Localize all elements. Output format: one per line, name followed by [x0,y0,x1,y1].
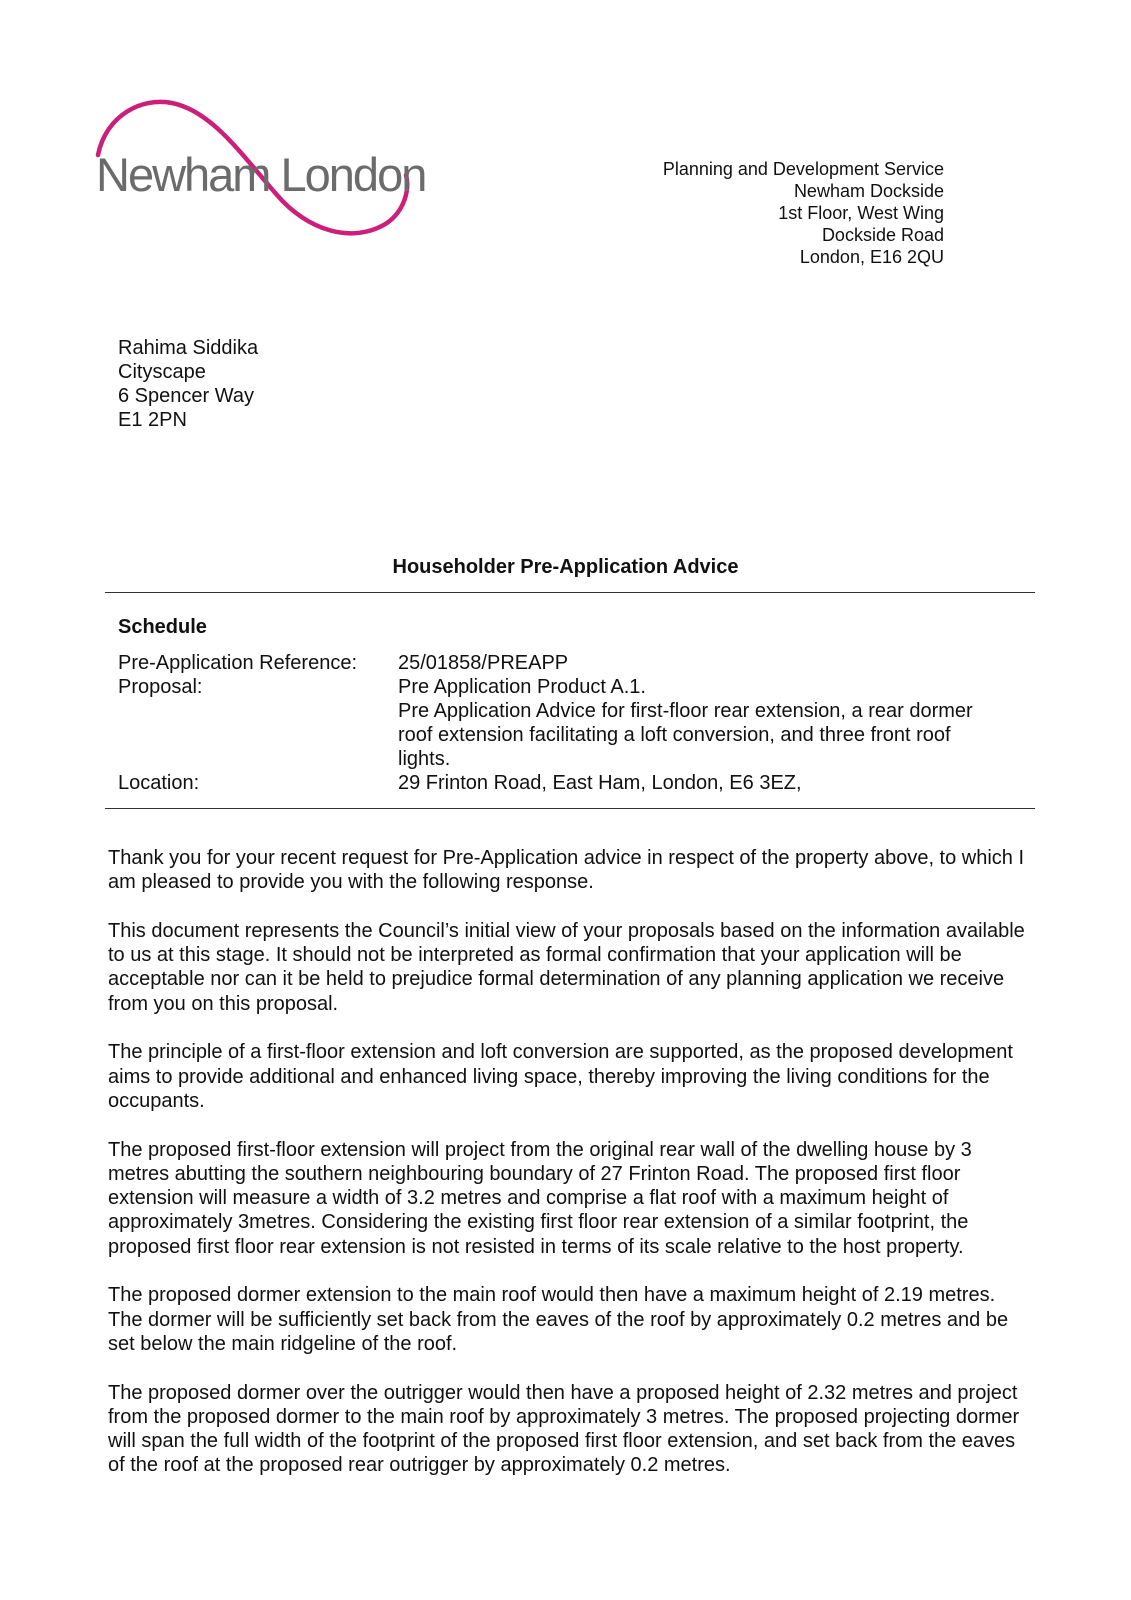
reference-label: Pre-Application Reference: [118,652,358,674]
body-paragraph: The proposed first-floor extension will project from the original rear wall of the dwelling house by 3 metres abutting the southern neighbouring boundary of 27 Frinton Road. The proposed first floor extension will measure a width of 3.2 metres and comprise a flat roof with a maximum height of approximately 3metres. Considering the existing first floor rear extension of a similar footprint, the proposed first floor rear extension is not resisted in terms of its scale relative to the host property. [108,1138,972,1258]
sender-line: London, E16 2QU [799,247,944,267]
logo-text: Newham London [96,148,426,201]
newham-london-logo [92,95,426,245]
reference-value: 25/01858/PREAPP [398,652,569,674]
document-title: Householder Pre-Application Advice [392,556,739,578]
schedule-heading: Schedule [118,616,207,638]
sender-line: 1st Floor, West Wing [778,203,944,223]
sender-line: Dockside Road [821,225,944,245]
recipient-line: 6 Spencer Way [118,385,254,407]
divider-top [105,592,1035,593]
sender-line: Newham Dockside [793,181,944,201]
body-paragraph: This document represents the Council’s initial view of your proposals based on the information available to us at this stage. It should not be interpreted as formal confirmation that your application will be acceptable nor can it be held to prejudice formal determination of any planning application we receive from you on this proposal. [108,919,1025,1015]
proposal-label: Proposal: [118,676,203,698]
sender-address [663,158,944,268]
location-label: Location: [118,772,200,794]
proposal-product: Pre Application Product A.1. [398,676,646,698]
recipient-line: Rahima Siddika [118,337,259,359]
body-paragraph: Thank you for your recent request for Pre-Application advice in respect of the property above, to which I am pleased to provide you with the following response. [108,847,1025,894]
recipient-line: Cityscape [118,361,206,383]
divider-bottom [105,808,1035,809]
recipient-address [118,336,258,432]
proposal-value [398,675,1008,771]
body-paragraph: The principle of a first-floor extension and loft conversion are supported, as the proposed development aims to provide additional and enhanced living space, thereby improving the living conditions for the occupants. [108,1041,1013,1112]
letter-body [108,846,1028,1502]
location-value: 29 Frinton Road, East Ham, London, E6 3EZ, [398,772,802,794]
proposal-description: Pre Application Advice for first-floor rear extension, a rear dormer roof extension facilitating a loft conversion, and three front roof lights. [398,700,973,770]
sender-line: Planning and Development Service [662,159,944,179]
body-paragraph: The proposed dormer extension to the main roof would then have a maximum height of 2.19 metres. The dormer will be sufficiently set back from the eaves of the roof by approximately 0.2 metres and be set below the main ridgeline of the roof. [108,1284,1009,1355]
body-paragraph: The proposed dormer over the outrigger would then have a proposed height of 2.32 metres and project from the proposed dormer to the main roof by approximately 3 metres. The proposed projecting dormer will span the full width of the footprint of the proposed first floor extension, and set back from the eaves of the roof at the proposed rear outrigger by approximately 0.2 metres. [108,1381,1020,1477]
recipient-line: E1 2PN [118,409,187,431]
